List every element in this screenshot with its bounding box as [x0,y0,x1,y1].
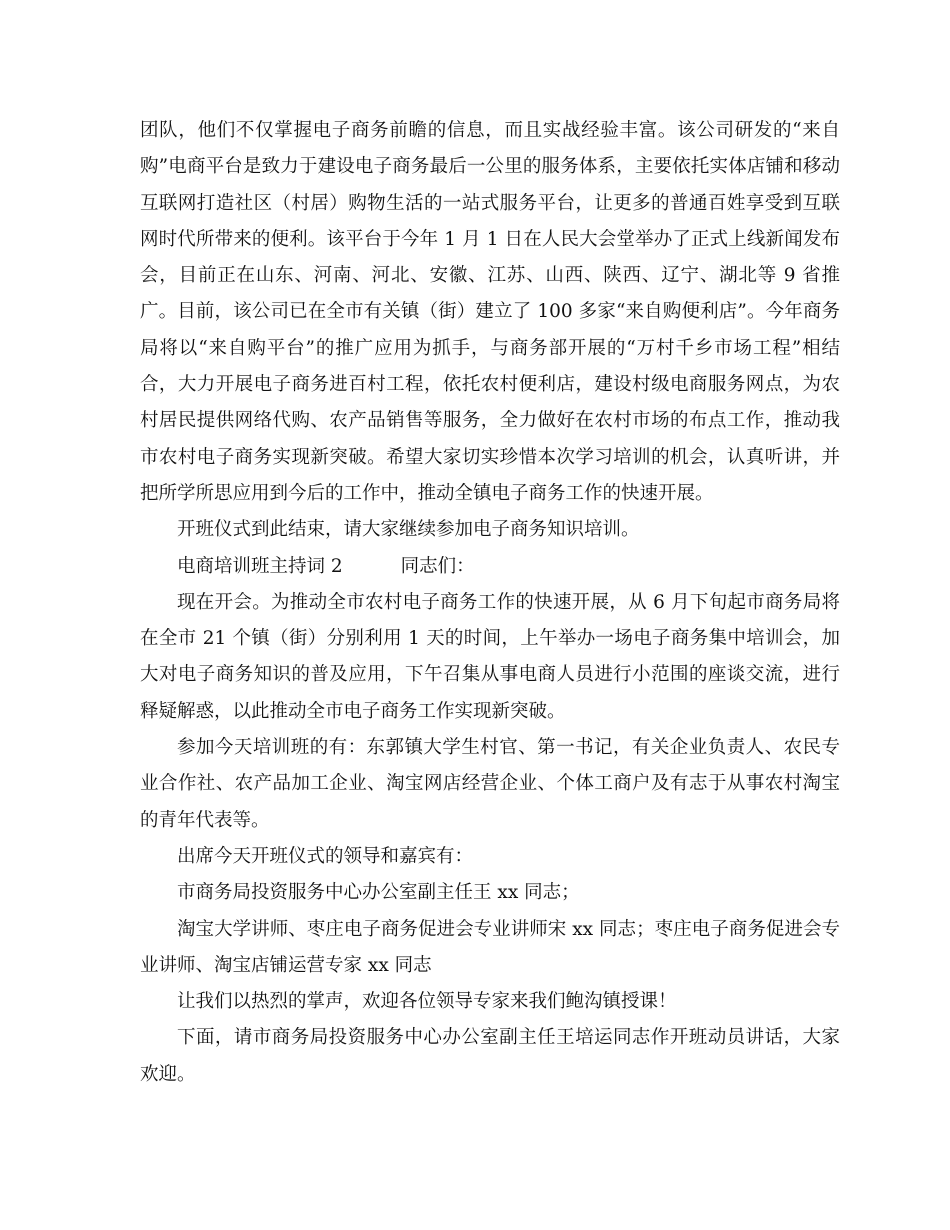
paragraph-2: 开班仪式到此结束，请大家继续参加电子商务知识培训。 [177,519,640,541]
paragraph-7: 市商务局投资服务中心办公室副主任王 xx 同志； [177,882,580,904]
paragraph-8: 淘宝大学讲师、枣庄电子商务促进会专业讲师宋 xx 同志；枣庄电子商务促进会专业讲师、淘宝店铺运营专家 xx 同志 [140,918,840,976]
paragraph-1: 团队，他们不仅掌握电子商务前瞻的信息，而且实战经验丰富。该公司研发的“来自购”电商平台是致力于建设电子商务最后一公里的服务体系，主要依托实体店铺和移动互联网打造社区（村居）购物生活的一站式服务平台，让更多的普通百姓享受到互联网时代所带来的便利。该平台于今年 1 月 1 日在人民大会堂举办了正式上线新闻发布会，目前正在山东、河南、河北、安徽、江苏、山西、陕西、辽宁、湖北等 9 省推广。目前，该公司已在全市有关镇（街）建立了 100 多家“来自购便利店”。今年商务局将以“来自购平台”的推广应用为抓手，与商务部开展的“万村千乡市场工程”相结合，大力开展电子商务进百村工程，依托农村便利店，建设村级电商服务网点，为农村居民提供网络代购、农产品销售等服务，全力做好在农村市场的布点工作，推动我市农村电子商务实现新突破。希望大家切实珍惜本次学习培训的机会，认真听讲，并把所学所思应用到今后的工作中，推动全镇电子商务工作的快速开展。 [140,120,840,504]
paragraph-10: 下面，请市商务局投资服务中心办公室副主任王培运同志作开班动员讲话，大家欢迎。 [140,1027,840,1085]
paragraph-5: 参加今天培训班的有：东郭镇大学生村官、第一书记，有关企业负责人、农民专业合作社、农产品加工企业、淘宝网店经营企业、个体工商户及有志于从事农村淘宝的青年代表等。 [140,737,840,831]
paragraph-4: 现在开会。为推动全市农村电子商务工作的快速开展，从 6 月下旬起市商务局将在全市 21 个镇（街）分别利用 1 天的时间，上午举办一场电子商务集中培训会，加大对电子商务知识的普及应用，下午召集从事电商人员进行小范围的座谈交流，进行释疑解惑，以此推动全市电子商务工作实现新突破。 [140,591,840,722]
paragraph-3 [140,549,840,585]
salutation: 同志们： [400,555,475,577]
paragraph-9: 让我们以热烈的掌声，欢迎各位领导专家来我们鲍沟镇授课！ [177,991,677,1013]
document-body [140,113,840,1093]
paragraph-6: 出席今天开班仪式的领导和嘉宾有： [177,845,474,867]
section-title: 电商培训班主持词 2 [177,555,343,577]
